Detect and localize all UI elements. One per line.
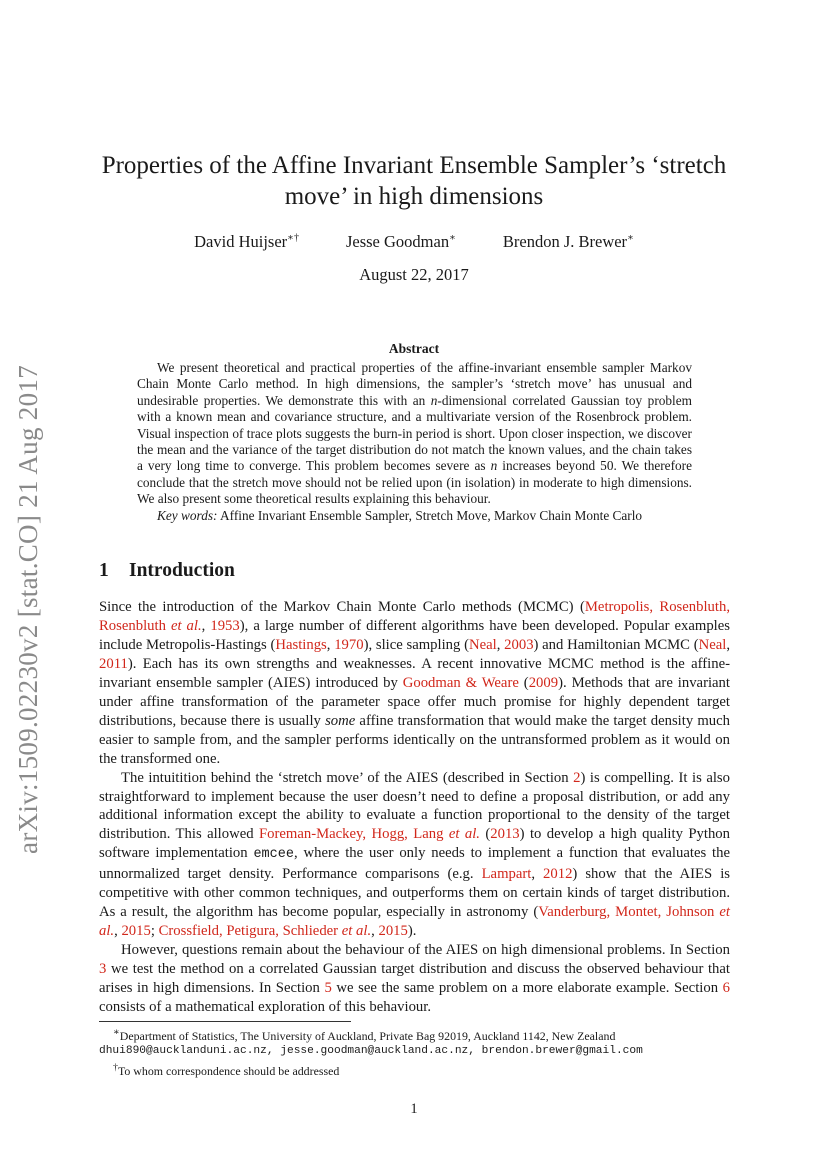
- section-ref-link[interactable]: 2: [573, 769, 581, 786]
- paragraph-3: However, questions remain about the behaviour of the AIES on high dimensional problems. In Section 3 we test the method on a correlated Gaussian target distribution and discuss the observed behaviour that arises in high dimensions. In Section 5 we see the same problem on a more elaborate example. Section 6 consists of a mathematical exploration of this behaviour.: [99, 942, 730, 1016]
- title-line-2: move’ in high dimensions: [284, 183, 544, 210]
- keywords-label: Key words:: [157, 507, 218, 523]
- citation-link[interactable]: Goodman & Weare: [402, 674, 519, 691]
- footnotes: [99, 1025, 730, 1079]
- section-ref-link[interactable]: 3: [99, 961, 107, 978]
- author: David Huijser∗†: [194, 232, 299, 251]
- footnote-correspondence: †To whom correspondence should be addressed: [113, 1061, 340, 1078]
- abstract: [137, 360, 692, 524]
- citation-link[interactable]: 1953: [210, 617, 240, 634]
- citation-link[interactable]: 2003: [504, 636, 534, 653]
- citation-link[interactable]: 2013: [490, 826, 520, 843]
- citation-link[interactable]: 2012: [543, 866, 573, 883]
- keywords: Key words: Affine Invariant Ensemble Sampler, Stretch Move, Markov Chain Monte Carlo: [157, 507, 643, 523]
- footnote-affiliation: ∗Department of Statistics, The University of Auckland, Private Bag 92019, Auckland 1142, New Zealand: [113, 1027, 616, 1043]
- citation-link[interactable]: Vanderburg, Montet, Johnson et al.: [99, 904, 730, 940]
- title-line-1: Properties of the Affine Invariant Ensemble Sampler’s ‘stretch: [101, 152, 727, 179]
- author-mark: ∗: [449, 232, 456, 244]
- citation-link[interactable]: Lampart: [481, 866, 532, 883]
- citation-link[interactable]: Hastings: [275, 636, 327, 653]
- citation-link[interactable]: 1970: [334, 636, 364, 653]
- abstract-heading: Abstract: [388, 341, 440, 356]
- author-mark: ∗†: [287, 232, 299, 244]
- publication-date: August 22, 2017: [359, 265, 469, 284]
- section-ref-link[interactable]: 5: [324, 980, 332, 997]
- paragraph-1: Since the introduction of the Markov Chain Monte Carlo methods (MCMC) (Metropolis, Rosenbluth, Rosenbluth et al., 1953), a large number of different algorithms have been developed. Popular examples include Metropolis-Hastings (Hastings, 1970), slice sampling (Neal, 2003) and Hamiltonian MCMC (Neal, 2011). Each has its own strengths and weaknesses. A recent innovative MCMC method is the affine-invariant ensemble sampler (AIES) introduced by Goodman & Weare (2009). Methods that are invariant under affine transformation of the parameter space offer much promise for highly dependent target distributions, because there is usually some affine transformation that would make the target density much easier to sample from, and the sampler performs identically on the untransformed problem as it would on the transformed one.: [99, 599, 731, 767]
- citation-link[interactable]: Neal: [469, 636, 497, 653]
- arxiv-id: arXiv:1509.02230v2 [stat.CO] 21 Aug 2017: [12, 365, 43, 854]
- citation-link[interactable]: 2011: [99, 655, 128, 672]
- code-emcee: emcee: [253, 847, 294, 863]
- citation-link[interactable]: 2009: [528, 674, 559, 691]
- author: Brendon J. Brewer∗: [502, 232, 634, 251]
- citation-link[interactable]: Foreman-Mackey, Hogg, Lang et al.: [258, 826, 480, 843]
- paper-title: [99, 150, 729, 212]
- footnote-rule: [99, 1021, 351, 1022]
- arxiv-stamp: [4, 352, 52, 867]
- citation-link[interactable]: Neal: [698, 636, 727, 653]
- paragraph-2: The intuitition behind the ‘stretch move’ of the AIES (described in Section 2) is compelling. It is also straightforward to implement because the user doesn’t need to define a proposal distribution, or add any additional information except the ability to evaluate a function proportional to the density of the target distribution. This allowed Foreman-Mackey, Hogg, Lang et al. (2013) to develop a high quality Python software implementation emcee, where the user only needs to implement a function that evaluates the unnormalized target density. Performance comparisons (e.g. Lampart, 2012) show that the AIES is competitive with other common techniques, and outperforms them on certain kinds of target distribution. As a result, the algorithm has become popular, especially in astronomy (Vanderburg, Montet, Johnson et al., 2015; Crossfield, Petigura, Schlieder et al., 2015).: [99, 769, 731, 940]
- abstract-text: We present theoretical and practical properties of the affine-invariant ensemble sampler Markov Chain Monte Carlo method. In high dimensions, the sampler’s ‘stretch move’ has unusual and undesirable properties. We demonstrate this with an n-dimensional correlated Gaussian toy problem with a known mean and covariance structure, and a multivariate version of the Rosenbrock problem. Visual inspection of trace plots suggests the burn-in period is short. Upon closer inspection, we discover the mean and the variance of the target distribution do not match the known values, and the chain takes a very long time to converge. This problem becomes severe as n increases beyond 50. We therefore conclude that the stretch move should not be relied upon (in isolation) in moderate to high dimensions. We also present some theoretical results explaining this behaviour.: [137, 360, 692, 507]
- author: Jesse Goodman∗: [345, 232, 456, 251]
- section-title: Introduction: [129, 560, 235, 581]
- citation-link[interactable]: 2015: [121, 923, 151, 940]
- page-number: 1: [410, 1101, 418, 1117]
- author-list: [99, 232, 729, 252]
- author-mark: ∗: [627, 232, 634, 244]
- footnote-emails: dhui890@aucklanduni.ac.nz, jesse.goodman@auckland.ac.nz, brendon.brewer@gmail.com: [99, 1045, 643, 1058]
- citation-link[interactable]: Crossfield, Petigura, Schlieder et al.: [158, 923, 372, 940]
- citation-link[interactable]: 2015: [378, 923, 408, 940]
- section-heading: [99, 560, 235, 582]
- section-number: 1: [99, 560, 109, 581]
- body-text: [99, 598, 730, 1017]
- section-ref-link[interactable]: 6: [722, 980, 730, 997]
- citation-link[interactable]: Metropolis, Rosenbluth, Rosenbluth et al.: [99, 599, 730, 634]
